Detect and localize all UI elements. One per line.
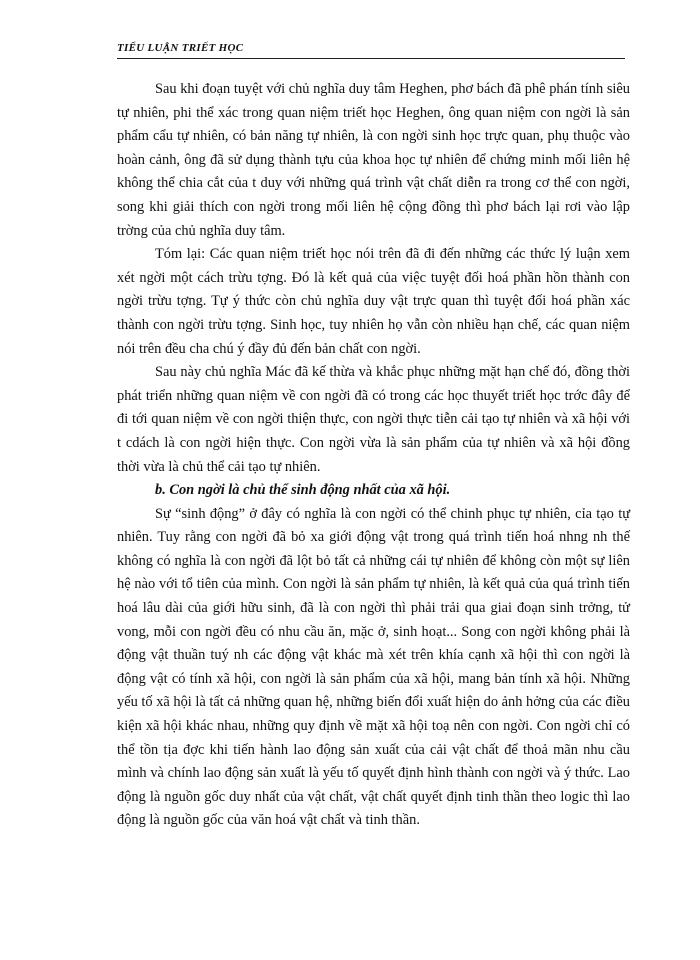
header-title: TIỂU LUẬN TRIẾT HỌC	[117, 42, 244, 54]
page-header	[117, 40, 625, 59]
paragraph: Sự “sinh động” ở đây có nghĩa là con ngời có thể chinh phục tự nhiên, cỉa tạo tự nhiên. Tuy rằng con ngời đã bỏ xa giới động vật trong quá trình tiến hoá nhng nh thế không có nghĩa là con ngời đã lột bỏ tất cả những cái tự nhiên để không còn một sự liên hệ nào với tổ tiên của mình. Con ngời là sản phẩm tự nhiên, là kết quả của quá trình tiến hoá lâu dài của giới hữu sinh, đã là con ngời thì phải trải qua giai đoạn sinh trởng, tử vong, mỗi con ngời đều có nhu cầu ăn, mặc ở, sinh hoạt... Song con ngời không phải là động vật thuần tuý nh các động vật khác mà xét trên khía cạnh xã hội thì con ngời là động vật có tính xã hội, con ngời là sản phẩm của xã hội, mang bản tính xã hội. Những yếu tố xã hội là tất cả những quan hệ, những biến đổi xuất hiện do ảnh hởng của các điều kiện xã hội khác nhau, những quy định về mặt xã hội toạ nên con ngời. Con ngời chỉ có thể tồn tịa đợc khi tiến hành lao động sản xuất của cải vật chất để thoả mãn nhu cầu mình và chính lao động sản xuất là yếu tố quyết định hình thành con ngời và ý thức. Lao động là nguồn gốc duy nhất của vật chất, vật chất quyết định tinh thần theo logic thì lao động là nguồn gốc của văn hoá vật chất và tinh thần.	[117, 505, 630, 829]
paragraph: Sau khi đoạn tuyệt với chủ nghĩa duy tâm Heghen, phơ bách đã phê phán tính siêu tự nhiên, phi thể xác trong quan niệm triết học Heghen, ông quan niệm con ngời là sản phẩm cẩu tự nhiên, có bản năng tự nhiên, là con ngời sinh học trực quan, phụ thuộc vào hoàn cảnh, ông đã sử dụng thành tựu của khoa học tự nhiên để chứng minh mối liên hệ không thể chia cắt của t duy với những quá trình vật chất diễn ra trong cơ thể con ngời, song khi giải thích con ngời trong mối liên hệ cộng đồng thì phơ bách lại rơi vào lập trờng của chủ nghĩa duy tâm.	[117, 81, 630, 239]
paragraph: Sau này chủ nghĩa Mác đã kế thừa và khắc phục những mặt hạn chế đó, đồng thời phát triển những quan niệm về con ngời đã có trong các học thuyết triết học trớc đây để đi tới quan niệm về con ngời thiện thực, con ngời thực tiễn cải tạo tự nhiên và xã hội với t cdách là con ngời hiện thực. Con ngời vừa là sản phẩm của tự nhiên và xã hội đồng thời vừa là chủ thể cải tạo tự nhiên.	[117, 364, 630, 475]
section-heading: b. Con ngời là chủ thể sinh động nhất của xã hội.	[155, 482, 451, 499]
body-text	[117, 78, 630, 833]
paragraph: Tóm lại: Các quan niệm triết học nói trên đã đi đến những các thức lý luận xem xét ngời một cách trừu tợng. Đó là kết quả của việc tuyệt đối hoá phần hồn thành con ngời trừu tợng. Tự ý thức còn chủ nghĩa duy vật trực quan thì tuyệt đối hoá phần xác thành con ngời trừu tợng. Sinh học, tuy nhiên họ vẫn còn nhiều hạn chế, các quan niệm nói trên đều cha chú ý đầy đủ đến bản chất con ngời.	[117, 246, 630, 357]
